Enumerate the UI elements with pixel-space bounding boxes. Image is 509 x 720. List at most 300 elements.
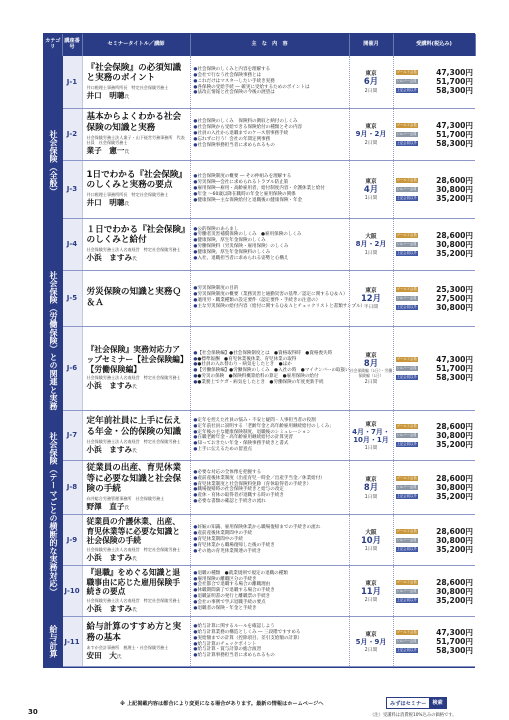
bullet-text: 法改正情報と社会保険の今後の展望は bbox=[197, 90, 275, 96]
duration: 半日間 bbox=[363, 305, 379, 311]
member-badge: ゴールド会員 bbox=[396, 177, 417, 182]
category-label: 社会保険（労働保険）との関連と実務 bbox=[48, 270, 58, 410]
seminar-row[interactable] bbox=[44, 460, 475, 514]
fee-line bbox=[396, 86, 474, 95]
course-title[interactable]: 『退職』をめぐる知識と退職事由に応じた雇用保険手続きの要点 bbox=[86, 568, 181, 597]
bullet-text: 社会保険のしくみ 保険料の徴収と納付のしくみ bbox=[197, 119, 298, 125]
duration: 1日間 bbox=[364, 250, 378, 256]
fee-amount: 35,200円 bbox=[436, 439, 473, 449]
fee-cell bbox=[393, 410, 475, 460]
member-badge: シルバー会員 bbox=[396, 484, 417, 489]
bullet-icon: ● bbox=[193, 641, 198, 647]
bullet-text: 各保険の受給手続 ― 確実に受給するためのポイントは bbox=[197, 84, 310, 90]
bullet-icon: ● bbox=[193, 90, 198, 96]
bullet-text: 給与計算事務担当者に求められるもの bbox=[197, 653, 275, 659]
member-badge: 上記会員以外 bbox=[396, 597, 417, 602]
fee-line bbox=[396, 545, 474, 554]
bullet-icon: ● bbox=[193, 570, 198, 576]
search-box[interactable] bbox=[386, 697, 447, 709]
bullet-icon: ● bbox=[193, 374, 198, 380]
bullet-text: 産前産後休業制度（出産育児一時金／出産手当金／休業給付） bbox=[197, 475, 325, 481]
bullet-icon: ● bbox=[193, 67, 198, 73]
bullet-icon: ● bbox=[193, 142, 198, 148]
content-cell bbox=[190, 514, 349, 565]
course-title[interactable]: 従業員の出産、育児休業等に必要な知識と社会保険の手続 bbox=[86, 462, 182, 495]
fee-cell bbox=[393, 460, 475, 514]
bullet-text: 会社都合で退職する場合の離職理由 bbox=[197, 582, 271, 588]
schedule-month: 10月 bbox=[360, 534, 382, 545]
member-badge: シルバー会員 bbox=[396, 365, 417, 370]
schedule-month: 8月 bbox=[363, 358, 379, 369]
member-badge: ゴールド会員 bbox=[396, 70, 417, 75]
fee-amount: 28,600円 bbox=[436, 473, 473, 483]
bullet-text: 【労働保険編】●労働保険のしくみ ●入社の時 ●マイナンバーの取扱い bbox=[197, 368, 350, 374]
speaker-name bbox=[87, 650, 187, 661]
schedule-cell bbox=[349, 460, 393, 514]
bullet-text: 健康保険、厚生年金保険のしくみ bbox=[197, 238, 266, 244]
bullet-text: 必要な書類の確認と手続きの流れ bbox=[197, 499, 266, 505]
duration: 1日間 bbox=[364, 547, 378, 553]
category-cell bbox=[44, 270, 62, 410]
fee-amount: 35,200円 bbox=[436, 193, 473, 203]
bullet-icon: ● bbox=[193, 78, 198, 84]
member-badge: シルバー会員 bbox=[396, 639, 417, 644]
member-badge: シルバー会員 bbox=[396, 537, 417, 542]
speaker-affiliation: 井口税理士事務所所長 特定社会保険労務士 bbox=[86, 192, 169, 198]
bullet-text: 知っておきたい年金・保険事務手続きと書式 bbox=[197, 441, 289, 447]
fee-line bbox=[396, 492, 474, 501]
fee-cell bbox=[393, 160, 475, 218]
bullet-icon: ● bbox=[193, 499, 198, 505]
bullet-text: 給与計算に関するルールを確認しよう bbox=[197, 624, 275, 630]
bullet-icon: ● bbox=[193, 447, 198, 453]
schedule-cell bbox=[349, 56, 393, 108]
duration: 2日間 bbox=[364, 598, 378, 604]
speaker-name-text: 井口 明聰 bbox=[86, 198, 125, 208]
fee-amount: 47,300円 bbox=[436, 628, 473, 638]
fee-amount: 51,700円 bbox=[436, 129, 473, 139]
speaker-affiliation: 社会保険労務士法人名南経営 特定社会保険労務士 bbox=[86, 438, 181, 444]
member-badge: ゴールド会員 bbox=[396, 630, 417, 635]
schedule-month: 4月 bbox=[363, 183, 379, 194]
course-title[interactable]: 1日でわかる『社会保険』のしくみと実務の要点 bbox=[86, 169, 183, 191]
content-cell bbox=[190, 270, 366, 326]
member-badge: 上記会員以外 bbox=[396, 546, 417, 551]
bullet-icon: ● bbox=[193, 191, 198, 197]
member-badge: シルバー会員 bbox=[396, 186, 417, 191]
bullet-text: 入社、退職担当者に求められる姿勢と心構え bbox=[197, 255, 289, 261]
course-title[interactable]: 基本からよくわかる社会保険の知識と実務 bbox=[86, 112, 182, 133]
speaker-name bbox=[87, 252, 187, 263]
content-bullet bbox=[194, 606, 347, 612]
bullet-text: 労災保険―会社に求められるトラブル防止策 bbox=[197, 180, 289, 186]
bullet-text: 年金 ～60歳以降在職時の年金と雇用保険の関係 bbox=[197, 191, 296, 197]
speaker-name bbox=[87, 501, 187, 512]
member-badge: 上記会員以外 bbox=[396, 441, 417, 446]
bullet-text: 育児休業期間中の手続 bbox=[197, 537, 243, 543]
bullet-icon: ● bbox=[193, 226, 198, 232]
fee-amount: 30,800円 bbox=[436, 302, 473, 312]
bullet-text: 退職証明書の発行と離職票の手続き bbox=[197, 594, 271, 599]
content-bullet bbox=[194, 499, 347, 505]
seminar-row[interactable] bbox=[44, 566, 475, 617]
bullet-icon: ● bbox=[193, 136, 198, 142]
fee-amount: 28,600円 bbox=[436, 421, 473, 431]
title-cell bbox=[82, 566, 190, 617]
header-title-speaker: セミナータイトル／講師 bbox=[82, 34, 190, 56]
bullet-icon: ● bbox=[193, 605, 198, 611]
speaker-name bbox=[87, 444, 187, 455]
content-bullet bbox=[194, 549, 347, 555]
content-cell bbox=[190, 326, 349, 410]
bullet-icon: ● bbox=[193, 119, 198, 125]
category-cell bbox=[44, 617, 62, 667]
course-title[interactable]: 『社会保険』の必須知識と実務のポイント bbox=[86, 62, 182, 84]
bullet-text: その他の育児休業関連の手続き bbox=[197, 548, 262, 554]
content-cell bbox=[190, 410, 349, 460]
schedule-month: 8月 bbox=[363, 482, 379, 493]
category-label: 給与計算 bbox=[48, 625, 58, 659]
search-button[interactable]: 検索 bbox=[429, 698, 445, 708]
member-badge: ゴールド会員 bbox=[396, 356, 417, 361]
speaker-name-text: 小浜 ますみ bbox=[86, 604, 133, 614]
speaker-name bbox=[87, 603, 187, 614]
speaker-suffix: 氏 bbox=[132, 385, 137, 391]
course-code: J-4 bbox=[62, 218, 82, 270]
bullet-text: 適用労・職業種類の設定要件（認定要件・手続きの注意の） bbox=[197, 298, 321, 304]
speaker-suffix: 氏 bbox=[124, 149, 130, 155]
fee-amount: 58,300円 bbox=[436, 138, 473, 148]
speaker-name-text: 小浜 ますみ bbox=[86, 253, 133, 263]
member-badge: シルバー会員 bbox=[396, 131, 417, 136]
schedule-cell bbox=[349, 270, 393, 326]
content-bullet bbox=[194, 380, 347, 386]
schedule-month: 11月 bbox=[360, 585, 382, 596]
speaker-name bbox=[87, 90, 187, 101]
member-badge: シルバー会員 bbox=[396, 295, 417, 300]
venue-city: 東京 bbox=[365, 124, 377, 131]
schedule-month: 6月 bbox=[363, 76, 379, 87]
bullet-text: 上手に伝えるための留意点 bbox=[197, 447, 253, 453]
fee-amount: 51,700円 bbox=[436, 363, 473, 373]
schedule-cell bbox=[349, 566, 393, 617]
speaker-name bbox=[87, 380, 187, 391]
bullet-text: 社会保険のしくみと内容を理解する bbox=[197, 67, 271, 73]
fee-line bbox=[396, 440, 474, 449]
seminar-row[interactable] bbox=[44, 218, 475, 270]
speaker-suffix: 氏 bbox=[132, 257, 137, 263]
bullet-icon: ● bbox=[193, 255, 198, 261]
fee-line bbox=[396, 596, 474, 605]
schedule-cell bbox=[349, 326, 393, 410]
bullet-icon: ● bbox=[193, 630, 198, 636]
bullet-icon: ● bbox=[193, 350, 198, 356]
content-cell bbox=[190, 108, 349, 160]
bullet-icon: ● bbox=[193, 635, 198, 641]
fee-amount: 30,800円 bbox=[436, 239, 473, 249]
fee-line bbox=[396, 303, 474, 312]
seminar-row[interactable] bbox=[44, 160, 475, 218]
bullet-icon: ● bbox=[193, 548, 198, 554]
bullet-text: 在職老齢年金・高年齢雇用継続給付の計算実習 bbox=[197, 435, 293, 441]
speaker-affiliation: 井口税理士事務所所長 特定社会保険労務士 bbox=[86, 84, 169, 90]
bullet-icon: ● bbox=[193, 624, 198, 630]
member-badge: ゴールド会員 bbox=[396, 232, 417, 237]
fee-cell bbox=[393, 218, 475, 270]
bullet-text: これだけはマスターしたい手続き実務 bbox=[197, 78, 275, 84]
content-bullet bbox=[194, 447, 347, 453]
bullet-icon: ● bbox=[193, 531, 198, 537]
speaker-name-text: 小浜 ますみ bbox=[86, 553, 133, 563]
bullet-icon: ● bbox=[193, 356, 198, 362]
fee-amount: 28,600円 bbox=[436, 577, 473, 587]
title-cell bbox=[82, 460, 190, 514]
course-title[interactable]: １日でわかる『社会保険』のしくみと給付 bbox=[86, 224, 186, 246]
seminar-row[interactable] bbox=[44, 410, 475, 460]
speaker-affiliation: 社会保険労務士法人名南経営 特定社会保険労務士 bbox=[86, 247, 181, 253]
bullet-text: 労働保険料（労災保険・雇用保険）のしくみ bbox=[197, 244, 289, 249]
title-cell bbox=[82, 160, 190, 218]
member-badge: シルバー会員 bbox=[396, 588, 417, 593]
venue-city: 東京 bbox=[365, 421, 377, 428]
title-cell bbox=[82, 56, 190, 108]
bullet-text: 主な労災保険の給付内容（給付に関するＱ＆Ａとチェックリストと書類サンプル） bbox=[197, 303, 366, 309]
duration: 2日間 bbox=[364, 140, 378, 146]
bullet-icon: ● bbox=[193, 292, 198, 298]
bullet-icon: ● bbox=[193, 186, 198, 192]
course-code: J-2 bbox=[62, 108, 82, 160]
fee-cell bbox=[393, 566, 475, 617]
bullet-text: 【社会保険編】●社会保険制度とは ●資格取得時 ●資格喪失時 bbox=[197, 350, 333, 356]
course-code: J-8 bbox=[62, 460, 82, 514]
category-label: 社会保険（テーマごとの横断的な実務対応） bbox=[48, 431, 58, 596]
bullet-icon: ● bbox=[193, 435, 198, 441]
schedule-cell bbox=[349, 617, 393, 667]
venue-city: 東京 bbox=[365, 477, 377, 484]
member-badge: 上記会員以外 bbox=[396, 648, 417, 653]
bullet-text: 定年前社員に説明する「老齢年金と高年齢雇用継続給付のしくみ」 bbox=[197, 423, 334, 429]
content-cell bbox=[190, 160, 349, 218]
bullet-icon: ● bbox=[193, 576, 198, 582]
venue-city: 東京 bbox=[365, 71, 377, 78]
venue-city: 大阪 bbox=[365, 234, 377, 241]
seminar-table bbox=[43, 33, 475, 668]
fee-amount: 58,300円 bbox=[436, 646, 473, 656]
fee-line bbox=[396, 373, 474, 382]
bullet-icon: ● bbox=[193, 244, 198, 249]
venue-city: 大阪 bbox=[365, 529, 377, 536]
bullet-text: 退職者の保険・年金と手続き bbox=[197, 605, 257, 611]
speaker-affiliation: 向井総合労務管理事務所 社会保険労務士 bbox=[86, 495, 165, 501]
course-title[interactable]: 従業員の介護休業、出産、育児休業等に必要な知識と社会保険の手続 bbox=[86, 516, 181, 546]
duration: 2日間 bbox=[364, 648, 378, 654]
bullet-text: 育児休業制度と社会保険料免除（育休取得者の手続き） bbox=[197, 481, 312, 487]
speaker-suffix: 氏 bbox=[116, 654, 122, 660]
title-cell bbox=[82, 326, 190, 410]
bullet-text: 会社の事例で学ぶ退職手続の要点 bbox=[197, 599, 266, 605]
bullet-text: 労災保険制度の目的 bbox=[197, 286, 239, 292]
bullet-text: 公的保険のあらまし bbox=[197, 226, 239, 232]
bullet-icon: ● bbox=[193, 298, 198, 304]
duration: 1日間 bbox=[364, 445, 378, 451]
seminar-row[interactable] bbox=[44, 617, 475, 667]
speaker-name-text: 野澤 直子 bbox=[86, 501, 125, 511]
content-bullet bbox=[194, 256, 347, 262]
bullet-icon: ● bbox=[193, 303, 198, 309]
schedule-month: 5月・9月 bbox=[355, 638, 387, 647]
member-badge: ゴールド会員 bbox=[396, 122, 417, 127]
bullet-text: 雇用保険の離職区分の手続き bbox=[197, 576, 257, 582]
bullet-icon: ● bbox=[193, 131, 198, 137]
bullet-text: ●標準報酬 ●育児休業後休業、育児休業の取得 bbox=[197, 356, 297, 362]
course-title[interactable]: 給与計算のすすめ方と実務の基本 bbox=[86, 622, 182, 644]
header-category: カテゴリ bbox=[44, 34, 62, 56]
course-title[interactable]: 『社会保険』実務対応力アップセミナー【社会保険編】【労働保険編】 bbox=[86, 345, 184, 374]
bullet-icon: ● bbox=[193, 441, 198, 447]
bullet-icon: ● bbox=[193, 588, 198, 594]
fee-amount: 30,800円 bbox=[436, 430, 473, 440]
fee-cell bbox=[393, 326, 475, 410]
fee-amount: 27,500円 bbox=[436, 293, 473, 303]
category-cell bbox=[44, 410, 62, 616]
content-cell bbox=[190, 566, 349, 617]
bullet-text: 会社で行なう社会保険事務とは bbox=[197, 73, 262, 79]
content-bullet bbox=[193, 303, 366, 310]
fee-cell bbox=[393, 56, 475, 108]
bullet-text: 社会保険事務担当者に求められるもの bbox=[197, 142, 275, 148]
speaker-suffix: 氏 bbox=[124, 94, 130, 100]
fee-amount: 35,200円 bbox=[436, 491, 473, 501]
bullet-icon: ● bbox=[193, 525, 198, 531]
bullet-text: 定年を控えた社員の悩み・不安と疑問・人事担当者の役割 bbox=[197, 417, 316, 423]
speaker-name-text: 安田 大 bbox=[86, 650, 117, 660]
venue-city: 東京 bbox=[365, 632, 377, 639]
bullet-text: ●業務上でケガ・病気をしたとき ●労働保険の年度更新手続 bbox=[197, 379, 324, 385]
schedule-month: 8月・2月 bbox=[355, 240, 387, 249]
bullet-icon: ● bbox=[193, 475, 198, 481]
schedule-month: 9月・2月 bbox=[355, 130, 387, 139]
speaker-affiliation: 社会保険労務士法人名南経営 特定社会保険労務士 bbox=[86, 598, 181, 604]
member-badge: ゴールド会員 bbox=[396, 579, 417, 584]
bullet-text: 社員の入社から退職までのケース別事務手続 bbox=[197, 131, 289, 137]
bullet-text: 健康保険―主な保険給付と退職後の健康保険・年金 bbox=[197, 197, 303, 203]
fee-amount: 30,800円 bbox=[436, 535, 473, 545]
search-label: みずほセミナー bbox=[390, 700, 427, 707]
bullet-icon: ● bbox=[193, 423, 198, 429]
speaker-suffix: 氏 bbox=[124, 505, 130, 511]
bullet-text: 健康保険、厚生年金保険料のしくみ bbox=[197, 249, 271, 255]
bullet-icon: ● bbox=[193, 180, 198, 186]
duration: 1日間 bbox=[364, 494, 378, 500]
fee-amount: 28,600円 bbox=[436, 526, 473, 536]
course-code: J-3 bbox=[62, 160, 82, 218]
member-badge: 上記会員以外 bbox=[396, 374, 417, 379]
bullet-text: 妊娠の知識、雇用保険休業から職場復帰までの手続きの流れ bbox=[197, 525, 321, 531]
seminar-row[interactable] bbox=[44, 270, 475, 326]
bullet-icon: ● bbox=[193, 481, 198, 487]
fee-amount: 51,700円 bbox=[436, 637, 473, 647]
seminar-row[interactable] bbox=[44, 108, 475, 160]
venue-city: 東京 bbox=[365, 580, 377, 587]
seminar-row[interactable] bbox=[44, 514, 475, 565]
title-cell bbox=[82, 270, 190, 326]
speaker-suffix: 氏 bbox=[124, 202, 130, 208]
course-code: J-6 bbox=[62, 326, 82, 410]
schedule-cell bbox=[349, 514, 393, 565]
bullet-text: 社会保険制度の概要 ― その仲組みを理解する bbox=[197, 174, 292, 180]
title-cell bbox=[82, 410, 190, 460]
bullet-icon: ● bbox=[193, 379, 198, 385]
schedule-month: 12月 bbox=[360, 292, 382, 303]
duration: 1日間 bbox=[364, 196, 378, 202]
header-code: 講座番号 bbox=[62, 34, 82, 56]
bullet-text: 忘れずに行う！会社の年間定例事務 bbox=[197, 136, 271, 142]
speaker-affiliation: あすか会計事務所 税理士・社会保険労務士 bbox=[86, 644, 169, 650]
tax-note: （注）受講料は消費税10%込みの価格です。 bbox=[370, 713, 457, 718]
content-bullet bbox=[194, 198, 347, 204]
seminar-row[interactable] bbox=[44, 326, 475, 410]
venue-city: 東京 bbox=[365, 287, 377, 294]
content-cell bbox=[190, 617, 349, 667]
schedule-month: 4月・7月・10月・1月 bbox=[352, 427, 390, 444]
bullet-icon: ● bbox=[193, 493, 198, 499]
bullet-icon: ● bbox=[193, 487, 198, 493]
bullet-icon: ● bbox=[193, 653, 198, 659]
speaker-suffix: 氏 bbox=[132, 608, 137, 614]
speaker-affiliation: 社会保険労務士法人名南経営 特定社会保険労務士 bbox=[86, 546, 181, 552]
speaker-suffix: 氏 bbox=[132, 448, 137, 454]
bullet-text: 給与計算・賞与計算の総合演習 bbox=[197, 647, 262, 653]
speaker-name bbox=[87, 145, 187, 156]
course-title[interactable]: 労災保険の知識と実務Ｑ＆Ａ bbox=[86, 287, 182, 309]
fee-line bbox=[396, 646, 474, 655]
venue-city: 東京 bbox=[365, 178, 377, 185]
header-fee: 受講料(税込み) bbox=[393, 34, 475, 56]
fee-amount: 35,200円 bbox=[436, 595, 473, 605]
member-badge: シルバー会員 bbox=[396, 79, 417, 84]
course-code: J-11 bbox=[62, 617, 82, 667]
header-schedule: 開催月 bbox=[349, 34, 393, 56]
member-badge: シルバー会員 bbox=[396, 241, 417, 246]
bullet-icon: ● bbox=[193, 73, 198, 79]
course-title[interactable]: 定年前社員に上手に伝える年金・公的保険の知識 bbox=[86, 416, 182, 437]
schedule-cell bbox=[349, 410, 393, 460]
fee-amount: 25,300円 bbox=[436, 284, 473, 294]
table-header bbox=[44, 34, 475, 56]
bullet-icon: ● bbox=[193, 238, 198, 244]
fee-cell bbox=[393, 270, 475, 326]
fee-cell bbox=[393, 108, 475, 160]
bullet-icon: ● bbox=[193, 429, 198, 435]
seminar-row[interactable] bbox=[44, 56, 475, 108]
bullet-text: 雇用保険―雇用・高齢雇用者、給付制度内容・介護休業と給付 bbox=[197, 186, 325, 192]
member-badge: 上記会員以外 bbox=[396, 493, 417, 498]
member-badge: 上記会員以外 bbox=[396, 250, 417, 255]
footer-notice: ※ 上記掲載内容は都合により変更になる場合があります。最新の情報はホームページへ bbox=[120, 701, 324, 707]
fee-amount: 30,800円 bbox=[436, 482, 473, 492]
bullet-text: ●社員の入れ替わり・病気をしたとき ●ほか bbox=[197, 362, 292, 368]
member-badge: 上記会員以外 bbox=[396, 88, 417, 93]
bullet-text: 給与計算のチェックポイント bbox=[197, 641, 257, 647]
fee-cell bbox=[393, 514, 475, 565]
bullet-text: 退職の種類 ●就業規則で規定の退職の種類 bbox=[197, 570, 288, 576]
speaker-name-text: 業子 憲一 bbox=[86, 145, 125, 155]
speaker-name-text: 小浜 ますみ bbox=[86, 381, 133, 391]
fee-amount: 28,600円 bbox=[436, 230, 473, 240]
title-cell bbox=[82, 617, 190, 667]
course-code: J-10 bbox=[62, 566, 82, 617]
bullet-icon: ● bbox=[193, 647, 198, 653]
